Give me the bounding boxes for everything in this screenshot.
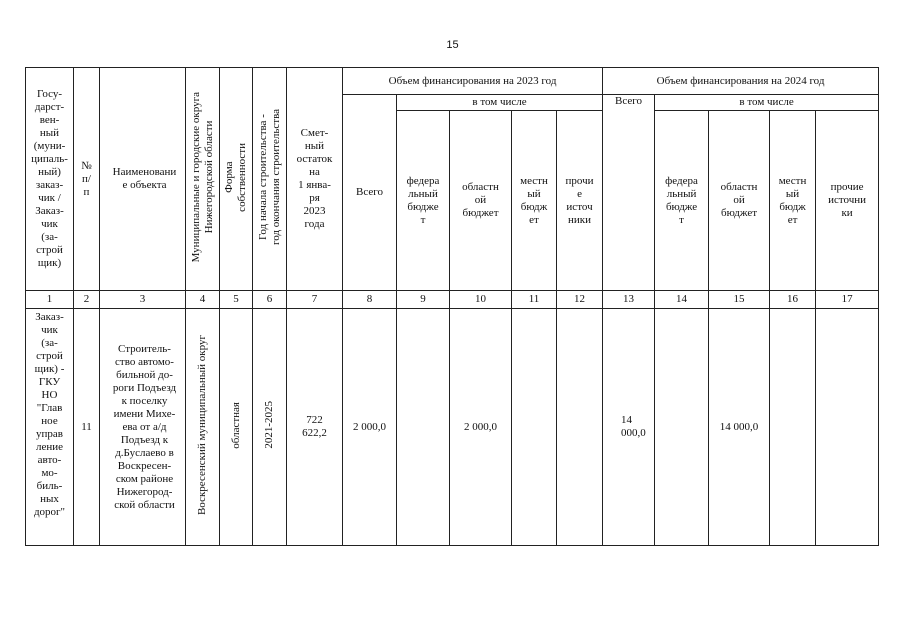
header-row-no: № п/ п: [74, 68, 100, 291]
cell-other-2023: [557, 309, 603, 546]
col-num-10: 10: [450, 291, 512, 309]
header-other-2024: прочие источни ки: [816, 111, 879, 291]
header-local-2024: местн ый бюдж ет: [770, 111, 816, 291]
col-num-17: 17: [816, 291, 879, 309]
col-num-16: 16: [770, 291, 816, 309]
header-federal-2023: федера льный бюдже т: [397, 111, 450, 291]
col-num-6: 6: [253, 291, 287, 309]
header-row-1: [26, 68, 879, 95]
header-federal-2024: федера льный бюдже т: [655, 111, 709, 291]
header-municipality: [186, 68, 220, 291]
col-num-4: 4: [186, 291, 220, 309]
cell-object-name: Строитель- ство автомо- бильной до- роги Подъезд к поселку имени Михе- ева от а/д Подъезд к д.Буслаево в Воскресен- ском районе Нижегород- ской области: [100, 309, 186, 546]
financing-table: [25, 67, 879, 546]
col-num-3: 3: [100, 291, 186, 309]
cell-regional-2024: 14 000,0: [709, 309, 770, 546]
cell-municipality: [186, 309, 220, 546]
header-total-2024: Всего: [603, 95, 655, 291]
cell-years-text: 2021-2025: [263, 401, 275, 449]
header-ownership: [220, 68, 253, 291]
header-incl-2024: в том числе: [655, 95, 879, 111]
cell-federal-2023: [397, 309, 450, 546]
cell-municipality-text: Воскресенский муниципальный округ: [196, 334, 208, 516]
cell-ownership: [220, 309, 253, 546]
col-num-5: 5: [220, 291, 253, 309]
col-num-11: 11: [512, 291, 557, 309]
header-balance: Смет- ный остаток на 1 янва- ря 2023 года: [287, 68, 343, 291]
column-number-row: [26, 291, 879, 309]
cell-regional-2023: 2 000,0: [450, 309, 512, 546]
col-num-13: 13: [603, 291, 655, 309]
header-local-2023: местн ый бюдж ет: [512, 111, 557, 291]
col-num-7: 7: [287, 291, 343, 309]
cell-customer: Заказ- чик (за- строй щик) - ГКУ НО "Глав ное управ ление авто- мо- биль- ных дорог": [26, 309, 74, 546]
table-row: [26, 309, 879, 546]
header-regional-2023: областн ой бюджет: [450, 111, 512, 291]
col-num-12: 12: [557, 291, 603, 309]
header-total-2023: Всего: [343, 95, 397, 291]
cell-total-2023: 2 000,0: [343, 309, 397, 546]
col-num-1: 1: [26, 291, 74, 309]
header-object-name: Наименовани е объекта: [100, 68, 186, 291]
col-num-8: 8: [343, 291, 397, 309]
cell-ownership-text: областная: [229, 401, 242, 449]
header-years: [253, 68, 287, 291]
cell-other-2024: [816, 309, 879, 546]
header-municipality-text: Муниципальные и городские округа Нижегородской области: [189, 91, 215, 263]
cell-local-2023: [512, 309, 557, 546]
cell-years: [253, 309, 287, 546]
cell-local-2024: [770, 309, 816, 546]
page-number: 15: [446, 39, 459, 51]
header-fin-2024: Объем финансирования на 2024 год: [603, 68, 879, 95]
cell-federal-2024: [655, 309, 709, 546]
header-ownership-text: Форма собственности: [223, 142, 248, 212]
header-customer: Госу- дарст- вен- ный (муни- ципаль- ный) заказ- чик / Заказ- чик (за- строй щик): [26, 68, 74, 291]
cell-balance: 722 622,2: [287, 309, 343, 546]
col-num-14: 14: [655, 291, 709, 309]
cell-row-no: 11: [74, 309, 100, 546]
col-num-2: 2: [74, 291, 100, 309]
col-num-15: 15: [709, 291, 770, 309]
col-num-9: 9: [397, 291, 450, 309]
header-years-text: Год начала строительства - год окончания строительства: [256, 109, 282, 245]
header-regional-2024: областн ой бюджет: [709, 111, 770, 291]
cell-total-2024: 14 000,0: [603, 309, 655, 546]
header-other-2023: прочи е источ ники: [557, 111, 603, 291]
header-fin-2023: Объем финансирования на 2023 год: [343, 68, 603, 95]
header-incl-2023: в том числе: [397, 95, 603, 111]
